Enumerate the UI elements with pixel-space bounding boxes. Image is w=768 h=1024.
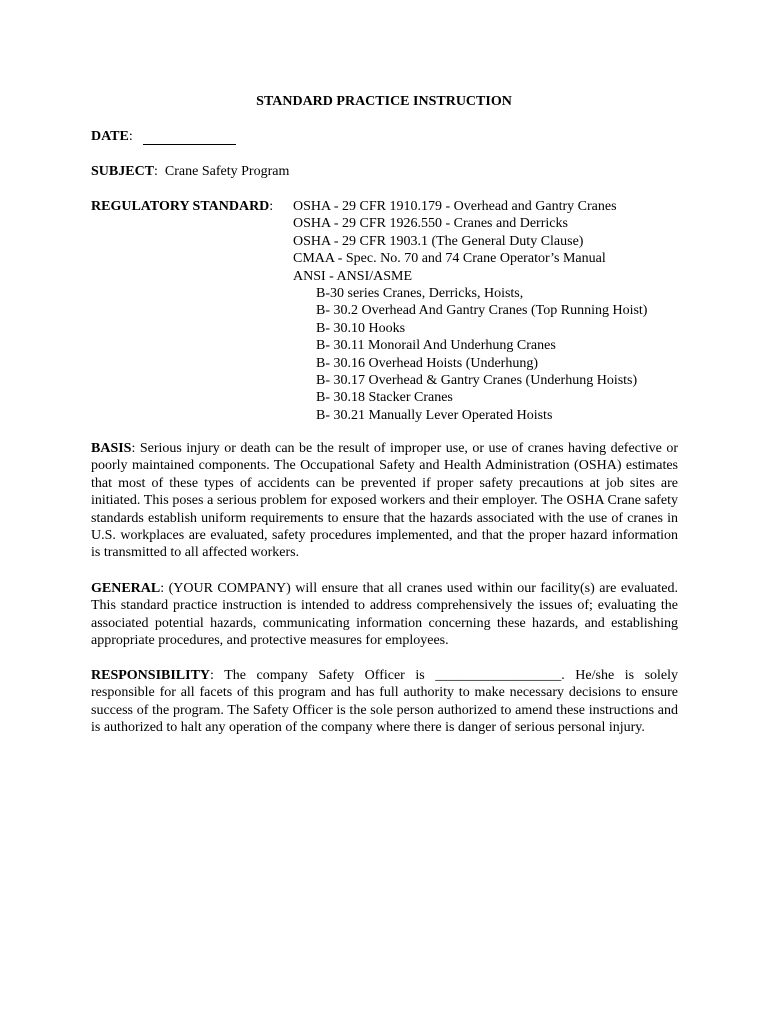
regulatory-label-line [91,198,273,215]
safety-officer-blank: __________________ [435,668,562,683]
regulatory-sub-item: B- 30.10 Hooks [316,320,406,336]
subject-separator: : [154,164,158,179]
general-label: GENERAL [91,581,161,596]
basis-paragraph [91,440,678,562]
general-paragraph [91,580,678,650]
regulatory-sub-item: B- 30.21 Manually Lever Operated Hoists [316,407,553,423]
regulatory-sub-item: B- 30.16 Overhead Hoists (Underhung) [316,355,539,371]
regulatory-sub-item: B- 30.18 Stacker Cranes [316,390,453,406]
subject-line [91,163,289,180]
regulatory-list [293,198,647,424]
regulatory-sub-item: B-30 series Cranes, Derricks, Hoists, [316,285,524,301]
regulatory-sub-item: B- 30.17 Overhead & Gantry Cranes (Underhung Hoists) [316,372,638,388]
date-blank [143,130,236,145]
regulatory-separator: : [269,199,274,214]
subject-value: Crane Safety Program [164,164,290,179]
regulatory-item: OSHA - 29 CFR 1926.550 - Cranes and Derricks [293,216,568,232]
regulatory-item: CMAA - Spec. No. 70 and 74 Crane Operator’s Manual [293,251,606,267]
basis-text: : Serious injury or death can be the result of improper use, or use of cranes having defective or poorly maintained components. The Occupational Safety and Health Administration (OSHA) estimates that most of these types of accidents can be prevented if proper safety precautions at job sites are initiated. This poses a serious problem for exposed workers and their employer. The OSHA Crane safety standards establish uniform requirements to ensure that the hazards associated with the use of cranes in U.S. workplaces are evaluated, safety procedures implemented, and that the proper hazard information is transmitted to all affected workers. [91,441,678,561]
regulatory-label: REGULATORY STANDARD [91,199,270,214]
responsibility-paragraph [91,667,678,737]
regulatory-sub-item: B- 30.11 Monorail And Underhung Cranes [316,338,556,354]
date-line [91,128,236,145]
subject-label: SUBJECT [91,164,155,179]
regulatory-item: ANSI - ANSI/ASME [293,268,413,284]
regulatory-sub-item: B- 30.2 Overhead And Gantry Cranes (Top Running Hoist) [316,303,648,319]
responsibility-text-before: : The company Safety Officer is [210,668,436,683]
date-label: DATE [91,129,129,144]
basis-label: BASIS [91,441,132,456]
responsibility-label: RESPONSIBILITY [91,668,211,683]
document-title: STANDARD PRACTICE INSTRUCTION [256,94,512,109]
date-separator: : [128,129,133,144]
regulatory-item: OSHA - 29 CFR 1903.1 (The General Duty Clause) [293,233,584,249]
responsibility-text-after: . He/she is solely responsible for all facets of this program and has full authority to make necessary decisions to ensure success of the program. The Safety Officer is the sole person authorized to amend these instructions and is authorized to halt any operation of the company where there is danger of serious personal injury. [91,668,679,736]
regulatory-item: OSHA - 29 CFR 1910.179 - Overhead and Gantry Cranes [293,199,617,214]
general-text: : (YOUR COMPANY) will ensure that all cranes used within our facility(s) are evaluated. This standard practice instruction is intended to address comprehensively the issues of; evaluating the associated potential hazards, communicating information concerning these hazards, and establishing appropriate procedures, and protective measures for employees. [91,581,678,649]
